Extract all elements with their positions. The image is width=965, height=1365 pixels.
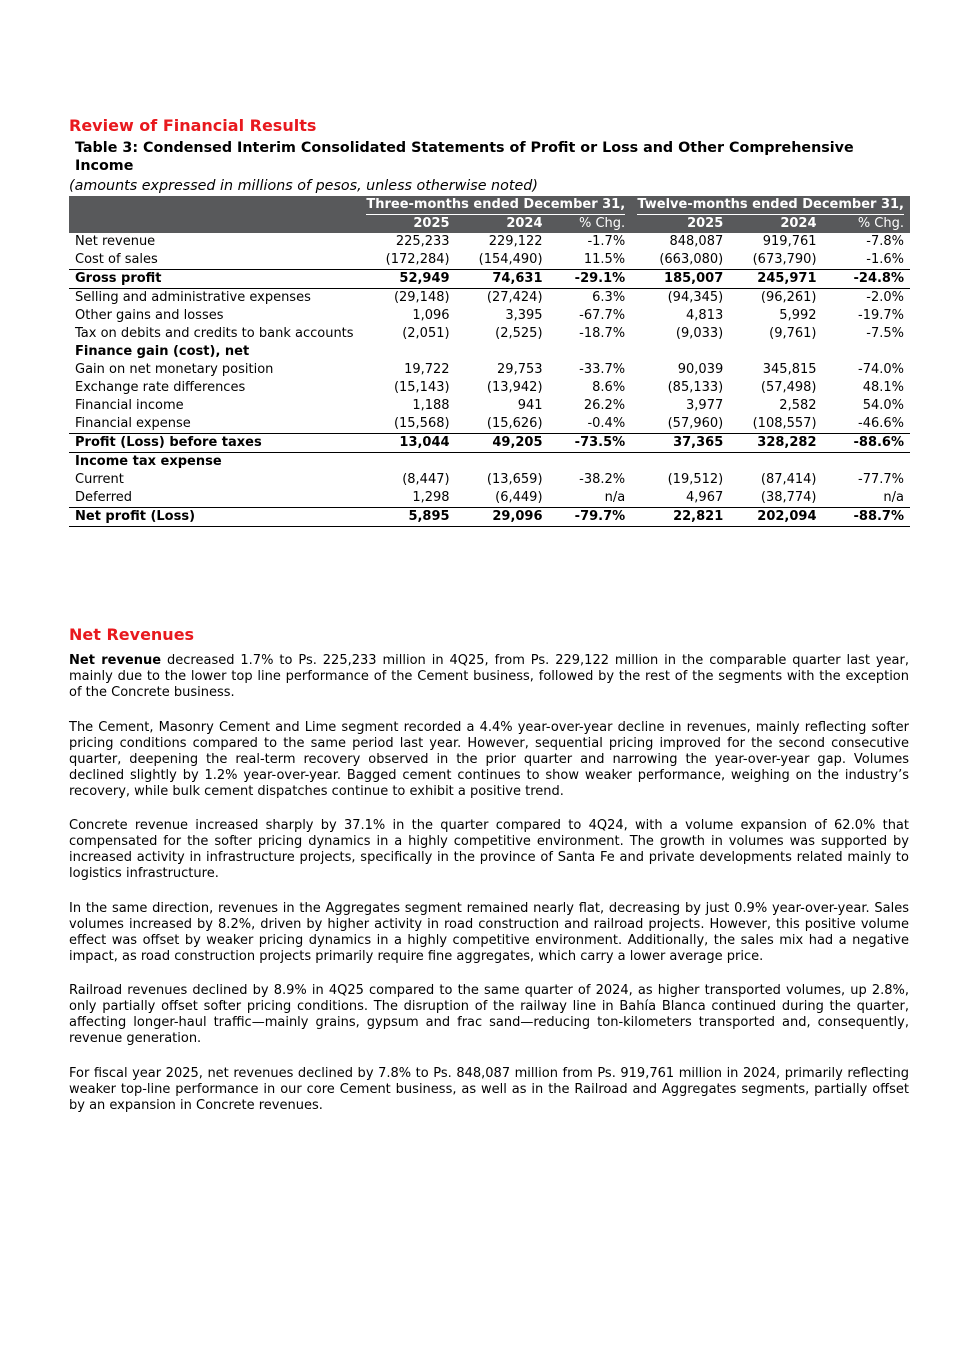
cell-value: (172,284): [385, 252, 450, 267]
table-row: [69, 289, 910, 308]
cell-value: -1.6%: [866, 252, 904, 267]
table-row: [69, 508, 910, 527]
cell-value: (663,080): [659, 252, 724, 267]
cell-value: (13,659): [486, 472, 543, 487]
cell-value: 941: [517, 398, 543, 413]
cell-value: (15,143): [393, 380, 450, 395]
table-row: [69, 361, 910, 379]
cell-value: [456, 343, 549, 361]
cell-value: (94,345): [667, 290, 724, 305]
paragraph-lead: Net revenue: [69, 653, 162, 668]
section-title-financial-results: Review of Financial Results: [69, 116, 317, 135]
income-statement-table: [69, 196, 910, 527]
cell-value: 29,753: [497, 362, 543, 377]
row-label: Net revenue: [75, 234, 156, 249]
row-label: Financial expense: [69, 415, 360, 434]
table-row: [69, 343, 910, 361]
table-title: Table 3: Condensed Interim Consolidated Statements of Profit or Loss and Other Comprehensive Income: [75, 140, 854, 174]
cell-value: 90,039: [677, 362, 724, 377]
section-title-net-revenues: Net Revenues: [69, 625, 195, 644]
row-label: Net profit (Loss): [69, 508, 360, 527]
cell-value: 54.0%: [862, 398, 904, 413]
cell-value: -74.0%: [858, 362, 904, 377]
table-row: [69, 397, 910, 415]
cell-value: (15,568): [360, 415, 455, 434]
cell-value: [360, 343, 455, 361]
cell-value: (57,498): [760, 380, 817, 395]
cell-value: 245,971: [729, 270, 822, 289]
row-label: Gross profit: [69, 270, 360, 289]
cell-value: -24.8%: [823, 270, 910, 289]
cell-value: 52,949: [360, 270, 455, 289]
cell-value: 345,815: [762, 362, 817, 377]
table-units-note: (amounts expressed in millions of pesos, unless otherwise noted): [69, 178, 538, 194]
cell-value: 8.6%: [592, 380, 626, 395]
cell-value: (96,261): [760, 290, 817, 305]
cell-value: (6,449): [495, 490, 543, 505]
table-row: [69, 233, 910, 251]
row-label: Other gains and losses: [75, 308, 224, 323]
cell-value: (9,033): [675, 326, 724, 341]
cell-value: 2,582: [779, 398, 817, 413]
cell-value: -73.5%: [549, 434, 632, 453]
cell-value: 3,977: [686, 398, 724, 413]
table-row: [69, 307, 910, 325]
paragraph: Concrete revenue increased sharply by 37.1% in the quarter compared to 4Q24, with a volume expansion of 62.0% that compensated for the softer pricing dynamics in a highly competitive environment. The growth in volumes was supported by increased activity in infrastructure projects, specifically in the province of Santa Fe and private developments related mainly to logistics infrastructure.: [69, 818, 909, 881]
cell-value: 19,722: [404, 362, 450, 377]
cell-value: 848,087: [669, 234, 724, 249]
cell-value: -18.7%: [579, 326, 626, 341]
paragraph: Net revenue decreased 1.7% to Ps. 225,233 million in 4Q25, from Ps. 229,122 million in the comparable quarter last year, mainly due to the lower top line performance of the Cement business, followed by the rest of the segments with the exception of the Concrete business.: [69, 653, 909, 700]
cell-value: 1,188: [412, 398, 450, 413]
col-header: % Chg.: [549, 215, 632, 233]
cell-value: (108,557): [729, 415, 822, 434]
row-label: Cost of sales: [75, 252, 158, 267]
cell-value: 49,205: [456, 434, 549, 453]
paragraph: Railroad revenues declined by 8.9% in 4Q25 compared to the same quarter of 2024, as higher transported volumes, up 2.8%, only partially offset softer pricing conditions. The disruption of the railway line in Bahía Blanca continued during the quarter, affecting longer-haul traffic—mainly grains, gypsum and frac sand—reducing ton-kilometers transported and, consequently, revenue generation.: [69, 983, 909, 1046]
cell-value: (13,942): [486, 380, 543, 395]
row-label: Deferred: [75, 490, 133, 505]
cell-value: 5,992: [779, 308, 817, 323]
cell-value: -19.7%: [858, 308, 904, 323]
col-header: 2025: [360, 215, 455, 233]
row-label: Financial income: [75, 398, 184, 413]
cell-value: (19,512): [667, 472, 724, 487]
cell-value: 919,761: [762, 234, 817, 249]
cell-value: 74,631: [456, 270, 549, 289]
cell-value: -1.7%: [587, 234, 626, 249]
col-header: 2024: [456, 215, 549, 233]
cell-value: -38.2%: [579, 472, 626, 487]
row-label: Tax on debits and credits to bank accounts: [75, 326, 354, 341]
cell-value: -79.7%: [549, 508, 632, 527]
table-row: [69, 325, 910, 343]
cell-value: (673,790): [752, 252, 817, 267]
cell-value: (2,051): [402, 326, 450, 341]
paragraph: The Cement, Masonry Cement and Lime segment recorded a 4.4% year-over-year decline in revenues, mainly reflecting softer pricing conditions compared to the same period last year. However, sequential pricing improved for the second consecutive quarter, deepening the real-term recovery observed in the prior quarter and narrowing the year-over-year gap. Volumes declined slightly by 1.2% year-over-year. Bagged cement continues to show weaker performance, weighing on the industry’s recovery, while bulk cement dispatches continue to exhibit a positive trend.: [69, 720, 909, 799]
cell-value: 3,395: [505, 308, 543, 323]
cell-value: 29,096: [456, 508, 549, 527]
cell-value: n/a: [883, 490, 904, 505]
cell-value: [729, 453, 822, 472]
cell-value: (87,414): [760, 472, 817, 487]
cell-value: (9,761): [769, 326, 817, 341]
table-header-year-row: [69, 215, 910, 233]
cell-value: 13,044: [360, 434, 455, 453]
cell-value: 5,895: [360, 508, 455, 527]
row-label: Gain on net monetary position: [75, 362, 274, 377]
cell-value: -88.7%: [823, 508, 910, 527]
row-label: Profit (Loss) before taxes: [69, 434, 360, 453]
cell-value: 11.5%: [583, 252, 626, 267]
cell-value: (8,447): [402, 472, 450, 487]
table-row: [69, 270, 910, 289]
cell-value: [729, 343, 822, 361]
row-label: Selling and administrative expenses: [75, 290, 311, 305]
cell-value: 22,821: [631, 508, 729, 527]
cell-value: 185,007: [631, 270, 729, 289]
cell-value: [549, 343, 632, 361]
cell-value: -46.6%: [823, 415, 910, 434]
cell-value: -0.4%: [549, 415, 632, 434]
cell-value: [360, 453, 455, 472]
cell-value: -33.7%: [579, 362, 626, 377]
cell-value: [456, 453, 549, 472]
cell-value: 4,967: [686, 490, 724, 505]
cell-value: [631, 453, 729, 472]
cell-value: -77.7%: [858, 472, 904, 487]
cell-value: (38,774): [760, 490, 817, 505]
cell-value: (27,424): [486, 290, 543, 305]
cell-value: 225,233: [395, 234, 450, 249]
table-row: [69, 471, 910, 489]
cell-value: -2.0%: [866, 290, 904, 305]
cell-value: (154,490): [478, 252, 543, 267]
cell-value: [823, 453, 910, 472]
table-header-group-row: [69, 196, 910, 215]
cell-value: (29,148): [393, 290, 450, 305]
col-header: 2024: [729, 215, 822, 233]
cell-value: 4,813: [686, 308, 724, 323]
cell-value: 6.3%: [592, 290, 626, 305]
cell-value: [549, 453, 632, 472]
table-row: [69, 415, 910, 434]
row-label: Current: [75, 472, 124, 487]
cell-value: -7.5%: [866, 326, 904, 341]
cell-value: (57,960): [631, 415, 729, 434]
table-row: [69, 453, 910, 472]
cell-value: -7.8%: [866, 234, 904, 249]
cell-value: 328,282: [729, 434, 822, 453]
table-row: [69, 379, 910, 397]
cell-value: n/a: [604, 490, 626, 505]
paragraph: In the same direction, revenues in the Aggregates segment remained nearly flat, decreasing by just 0.9% year-over-year. Sales volumes increased by 8.2%, driven by higher activity in road construction and railroad projects. However, this positive volume effect was offset by weaker pricing dynamics in a highly competitive environment. Additionally, the sales mix had a negative impact, as road construction projects primarily require fine aggregates, which carry a lower average price.: [69, 901, 909, 964]
three-months-header: Three-months ended December 31,: [360, 196, 631, 215]
table-row: [69, 251, 910, 270]
cell-value: 37,365: [631, 434, 729, 453]
twelve-months-header: Twelve-months ended December 31,: [631, 196, 910, 215]
cell-value: [823, 343, 910, 361]
cell-value: (85,133): [667, 380, 724, 395]
col-header: % Chg.: [823, 215, 910, 233]
cell-value: -29.1%: [549, 270, 632, 289]
row-label: Finance gain (cost), net: [75, 344, 250, 359]
cell-value: 1,298: [412, 490, 450, 505]
cell-value: (15,626): [456, 415, 549, 434]
table-row: [69, 434, 910, 453]
cell-value: 48.1%: [862, 380, 904, 395]
col-header: 2025: [631, 215, 729, 233]
row-label: Income tax expense: [75, 454, 222, 469]
paragraph: For fiscal year 2025, net revenues declined by 7.8% to Ps. 848,087 million from Ps. 919,761 million in 2024, primarily reflecting weaker top-line performance in our core Cement business, as well as in the Railroad and Aggregates segments, partially offset by an expansion in Concrete revenues.: [69, 1066, 909, 1113]
cell-value: 202,094: [729, 508, 822, 527]
cell-value: 26.2%: [583, 398, 626, 413]
row-label: Exchange rate differences: [75, 380, 246, 395]
cell-value: -67.7%: [579, 308, 626, 323]
cell-value: 229,122: [488, 234, 543, 249]
table-row: [69, 489, 910, 508]
cell-value: -88.6%: [823, 434, 910, 453]
cell-value: [631, 343, 729, 361]
cell-value: (2,525): [495, 326, 543, 341]
cell-value: 1,096: [412, 308, 450, 323]
